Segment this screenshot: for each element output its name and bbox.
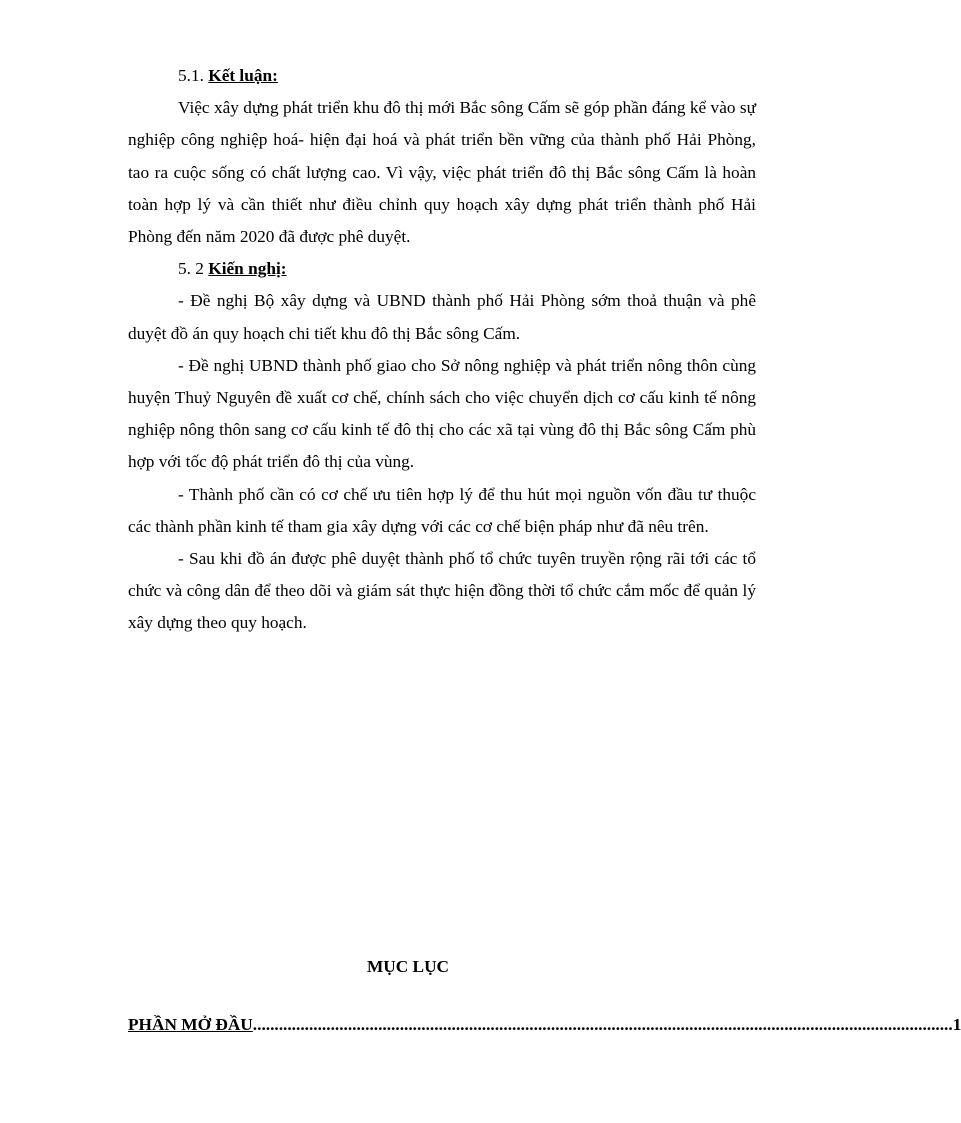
recommendation-item: - Thành phố cần có cơ chế ưu tiên hợp lý để thu hút mọi nguồn vốn đầu tư thuộc các thành phần kinh tế tham gia xây dựng với các cơ chế biện pháp như đã nêu trên. [128,484,756,536]
recommendation-title: Kiến nghị: [208,259,287,279]
toc-entry[interactable] [128,1013,961,1037]
toc-entry-page: 1 [952,1015,961,1034]
conclusion-title: Kết luận: [208,66,278,85]
recommendation-number: 5. 2 [178,259,204,279]
recommendation-item: - Đề nghị UBND thành phố giao cho Sở nông nghiệp và phát triển nông thôn cùng huyện Thuỷ Nguyên đề xuất cơ chế, chính sách cho việc chuyển dịch cơ cấu kinh tế nông nghiệp nông thôn sang cơ cấu kinh tế đô thị cho các xã tại vùng đô thị Bắc sông Cấm phù hợp với tốc độ phát triển đô thị của vùng. [128,355,756,472]
conclusion-number: 5.1. [178,66,204,85]
recommendation-item: - Sau khi đồ án được phê duyệt thành phố tổ chức tuyên truyền rộng rãi tới các tổ chức và công dân để theo dõi và giám sát thực hiện đồng thời tổ chức cắm mốc để quản lý xây dựng theo quy hoạch. [128,549,756,633]
conclusion-heading [128,60,756,92]
main-content [128,60,756,640]
toc-entry-label[interactable]: PHẦN MỞ ĐẦU [128,1015,253,1034]
recommendation-heading [128,253,756,285]
toc-title: MỤC LỤC [366,957,450,976]
recommendation-item: - Đề nghị Bộ xây dựng và UBND thành phố Hải Phòng sớm thoả thuận và phê duyệt đồ án quy hoạch chi tiết khu đô thị Bắc sông Cấm. [128,291,756,343]
toc-entry-leader: .................................................................................................................................................................. [252,1015,953,1034]
conclusion-paragraph: Việc xây dựng phát triển khu đô thị mới Bắc sông Cấm sẽ góp phần đáng kể vào sự nghiệp công nghiệp hoá- hiện đại hoá và phát triển bền vững của thành phố Hải Phòng, tao ra cuộc sống có chất lượng cao. Vì vậy, việc phát triển đô thị Bắc sông Cấm là hoàn toàn hợp lý và cần thiết như điều chỉnh quy hoạch xây dựng phát triển thành phố Hải Phòng đến năm 2020 đã được phê duyệt. [128,98,756,247]
